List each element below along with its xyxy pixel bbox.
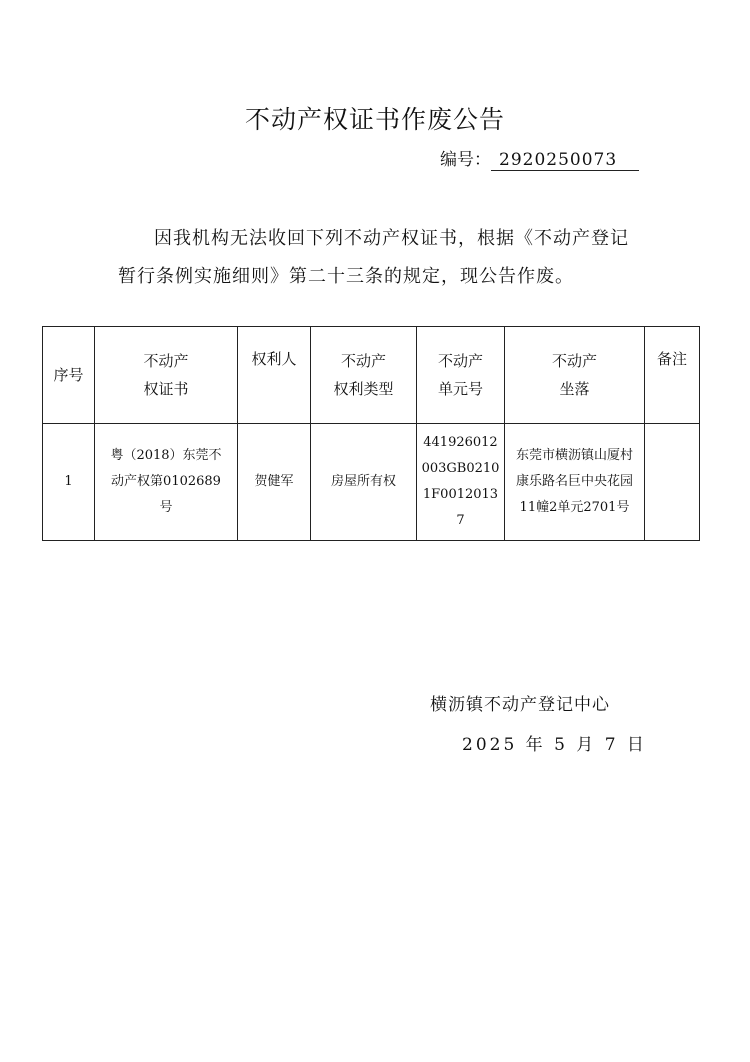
issue-date: 2025 年 5 月 7 日 — [462, 735, 647, 755]
header-certificate-line2: 权证书 — [143, 380, 189, 398]
header-right-type-line1: 不动产 — [340, 352, 386, 370]
header-certificate — [95, 327, 238, 424]
header-location-line2: 坐落 — [559, 380, 590, 398]
table-header-row — [43, 327, 700, 424]
issuing-office: 横沥镇不动产登记中心 — [430, 695, 610, 715]
header-right-type — [311, 327, 417, 424]
notice-intro-paragraph: 因我机构无法收回下列不动产权证书，根据《不动产登记暂行条例实施细则》第二十三条的规定，现公告作废。 — [118, 228, 629, 287]
cell-owner: 贺健军 — [238, 424, 311, 541]
header-seq: 序号 — [43, 327, 95, 424]
header-location-line1: 不动产 — [551, 352, 597, 370]
page-title: 不动产权证书作废公告 — [244, 105, 505, 134]
document-number-value: 2920250073 — [491, 150, 639, 171]
voided-certificates-table — [42, 326, 700, 541]
cell-right-type: 房屋所有权 — [311, 424, 417, 541]
document-number — [440, 145, 639, 171]
header-unit-number-line2: 单元号 — [437, 380, 483, 398]
header-unit-number-line1: 不动产 — [437, 352, 483, 370]
header-certificate-line1: 不动产 — [143, 352, 189, 370]
cell-location: 东莞市横沥镇山厦村康乐路名巨中央花园11幢2单元2701号 — [505, 424, 645, 541]
table-row — [43, 424, 700, 541]
header-remark: 备注 — [645, 327, 700, 424]
cell-seq: 1 — [43, 424, 95, 541]
header-owner: 权利人 — [238, 327, 311, 424]
header-location — [505, 327, 645, 424]
header-unit-number — [417, 327, 505, 424]
cell-unit-number: 441926012003GB02101F00120137 — [417, 424, 505, 541]
cell-certificate: 粤（2018）东莞不动产权第0102689号 — [95, 424, 238, 541]
document-number-label: 编号： — [440, 150, 491, 170]
header-right-type-line2: 权利类型 — [333, 380, 394, 398]
cell-remark — [645, 424, 700, 541]
